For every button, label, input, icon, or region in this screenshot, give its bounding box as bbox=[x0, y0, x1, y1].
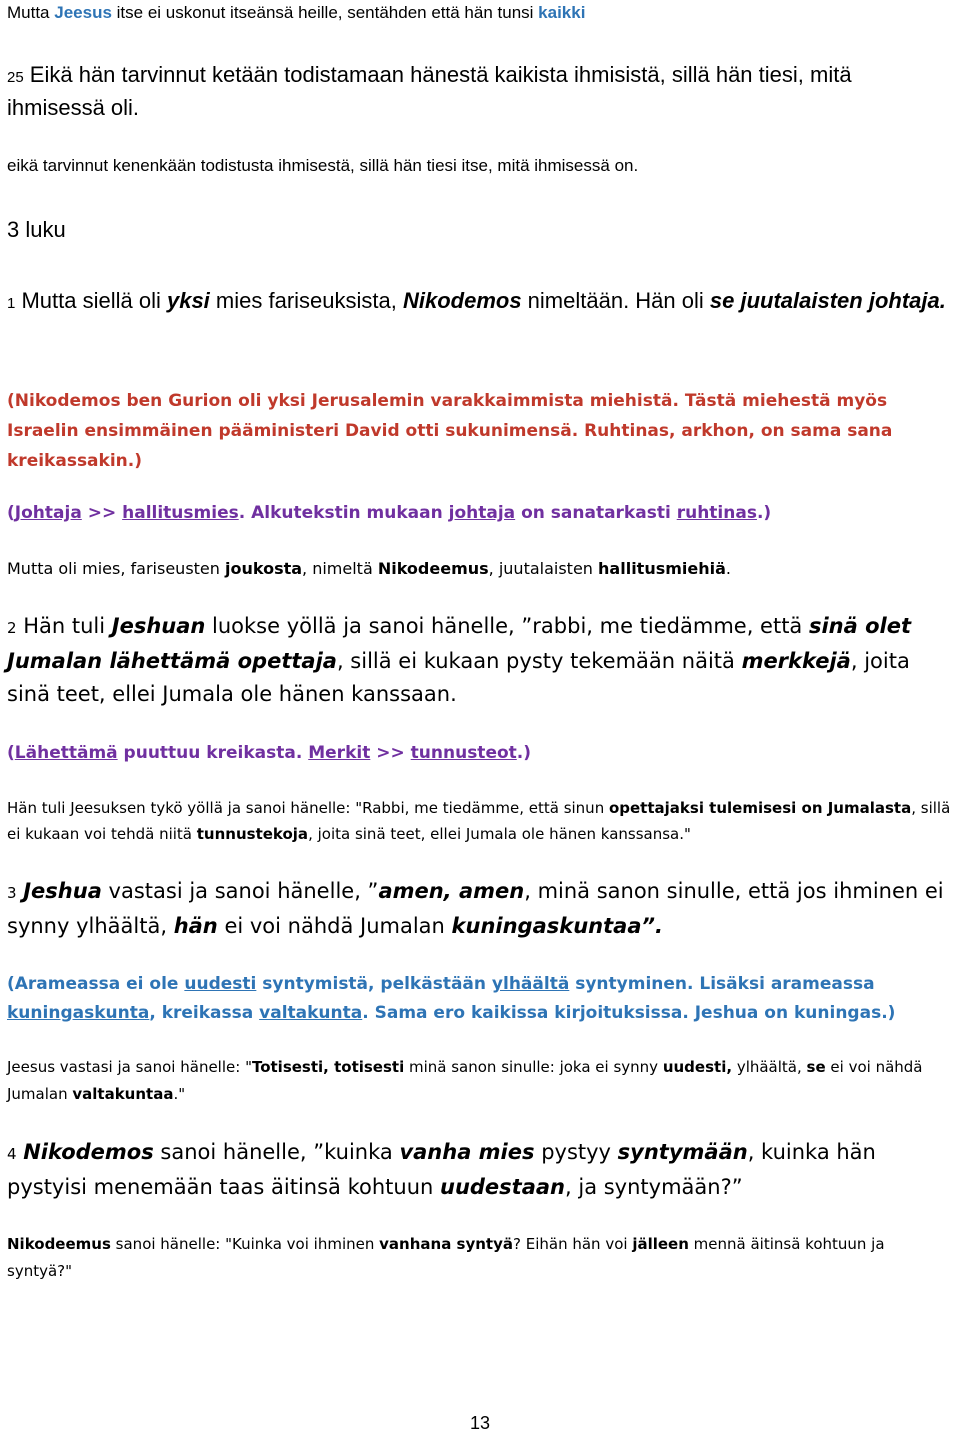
note-johtaja: (Johtaja >> hallitusmies. Alkutekstin mukaan johtaja on sanatarkasti ruhtinas.) bbox=[7, 503, 772, 523]
alt-translation-3: Jeesus vastasi ja sanoi hänelle: "Totisesti, totisesti minä sanon sinulle: joka ei synny uudesti, ylhäältä, se ei voi nähdä Jumalan valtakuntaa." bbox=[7, 1058, 923, 1103]
chapter-heading: 3 luku bbox=[7, 217, 66, 242]
verse-2: 2 Hän tuli Jeshuan luokse yöllä ja sanoi hänelle, ”rabbi, me tiedämme, että sinä olet Jumalan lähettämä opettaja, sillä ei kukaan pysty tekemään näitä merkkejä, joita sinä teet, ellei Jumala ole hänen kanssaan. bbox=[7, 614, 912, 706]
verse-1: 1 Mutta siellä oli yksi mies fariseuksista, Nikodemos nimeltään. Hän oli se juutalaisten johtaja. bbox=[7, 288, 946, 313]
alt-translation-25: eikä tarvinnut kenenkään todistusta ihmisestä, sillä hän tiesi itse, mitä ihmisessä on. bbox=[7, 156, 639, 175]
verse-25: 25 Eikä hän tarvinnut ketään todistamaan hänestä kaikista ihmisistä, sillä hän tiesi, mitä ihmisessä oli. bbox=[7, 62, 852, 120]
alt-translation-2: Hän tuli Jeesuksen tykö yöllä ja sanoi hänelle: "Rabbi, me tiedämme, että sinun opettajaksi tulemisesi on Jumalasta, sillä ei kukaan voi tehdä niitä tunnustekoja, joita sinä teet, ellei Jumala ole hänen kanssansa." bbox=[7, 799, 951, 843]
line-jeesus-kaikki: Mutta Jeesus itse ei uskonut itseänsä heille, sentähden että hän tunsi kaikki bbox=[7, 3, 586, 22]
verse-3: 3 Jeshua vastasi ja sanoi hänelle, ”amen, amen, minä sanon sinulle, että jos ihminen ei synny ylhäältä, hän ei voi nähdä Jumalan kuningaskuntaa”. bbox=[7, 879, 944, 938]
page-number: 13 bbox=[469, 1413, 491, 1433]
note-nikodemos: (Nikodemos ben Gurion oli yksi Jerusalemin varakkaimmista miehistä. Tästä miehestä myös Israelin ensimmäinen pääministeri David otti sukunimensä. Ruhtinas, arkhon, on sama sana kreikassakin.) bbox=[7, 391, 893, 471]
note-lahettama: (Lähettämä puuttuu kreikasta. Merkit >> tunnusteot.) bbox=[7, 743, 532, 763]
alt-translation-1: Mutta oli mies, fariseusten joukosta, nimeltä Nikodeemus, juutalaisten hallitusmiehiä. bbox=[7, 559, 732, 578]
note-arameassa: (Arameassa ei ole uudesti syntymistä, pelkästään ylhäältä syntyminen. Lisäksi arameassa kuningaskunta, kreikassa valtakunta. Sama ero kaikissa kirjoituksissa. Jeshua on kuningas.) bbox=[7, 974, 896, 1023]
verse-4: 4 Nikodemos sanoi hänelle, ”kuinka vanha mies pystyy syntymään, kuinka hän pystyisi menemään taas äitinsä kohtuun uudestaan, ja syntymään?” bbox=[7, 1140, 876, 1199]
alt-translation-4: Nikodeemus sanoi hänelle: "Kuinka voi ihminen vanhana syntyä? Eihän hän voi jälleen mennä äitinsä kohtuun ja syntyä?" bbox=[7, 1235, 885, 1280]
